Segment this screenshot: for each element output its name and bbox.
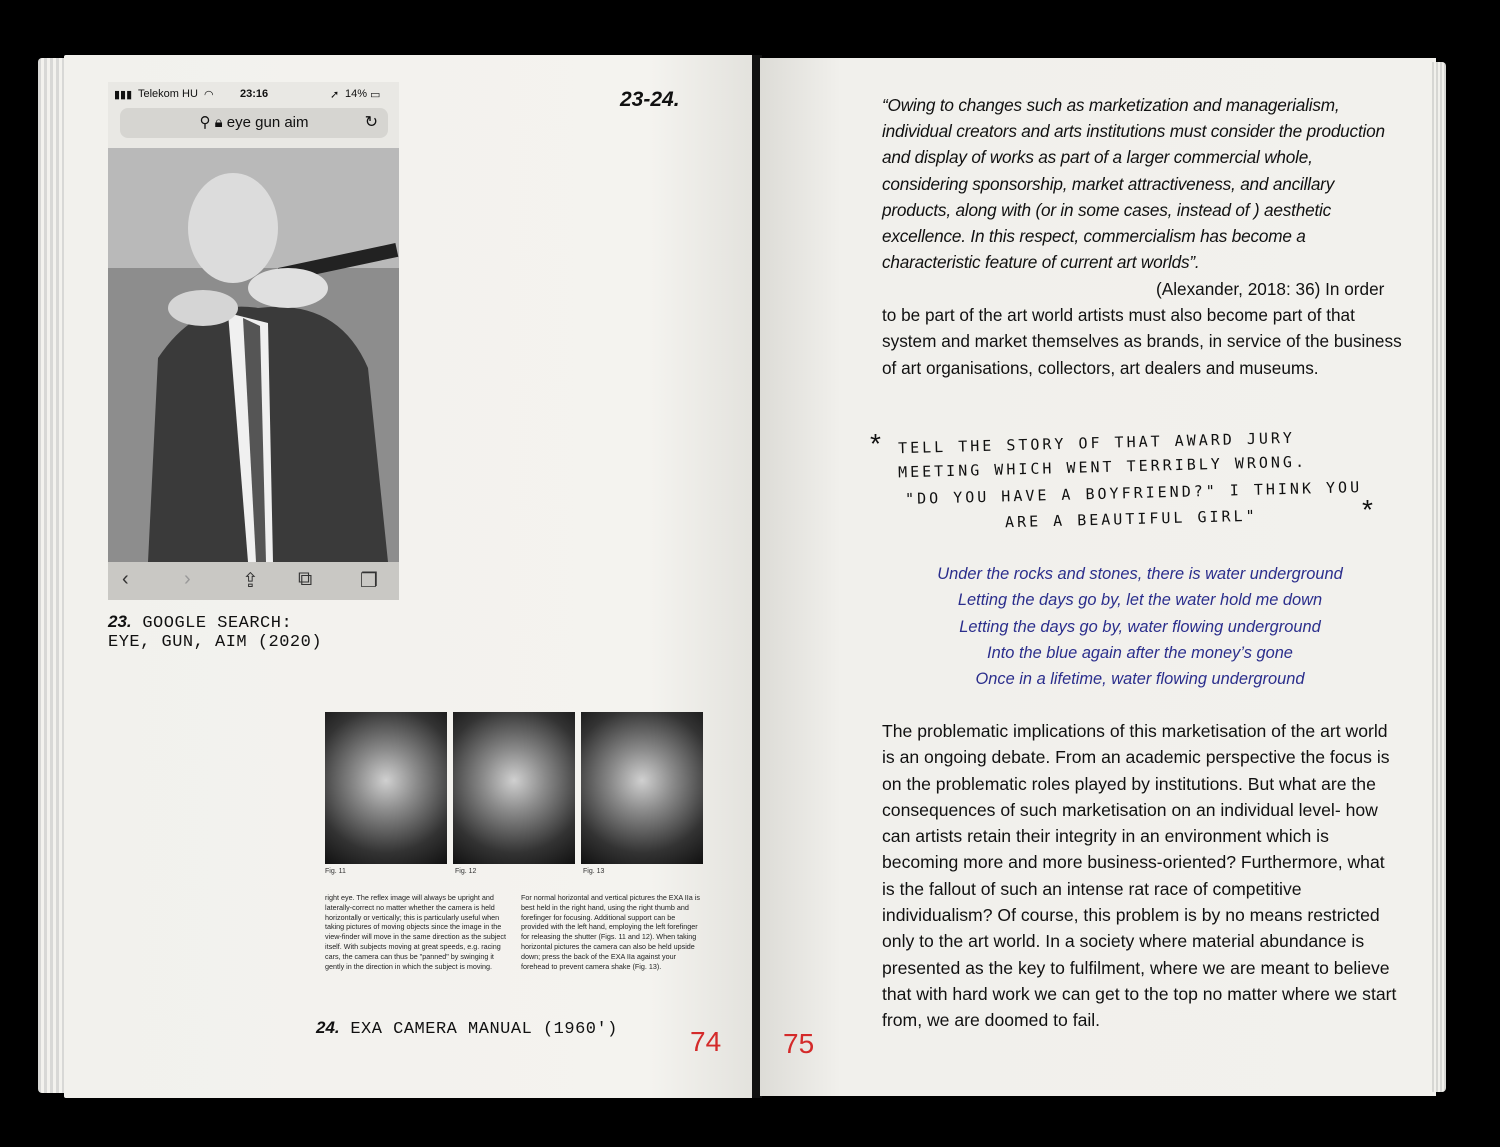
caption-23-number: 23. [108,612,132,631]
camera-photo-fig11 [325,712,447,864]
figure-range: 23-24. [620,88,680,111]
quote-block: “Owing to changes such as marketization and managerialism, individual creators and arts institutions must consider the production and display of works as part of a larger commercial whole, considering sponsorship, market attractiveness, and ancillary products, along with (or in some cases, instead of ) aesthetic excellence. In this respect, commercialism has become a characteristic feature of current art worlds”. [882,95,1385,273]
browser-toolbar [108,562,399,600]
lyrics-block [880,561,1400,692]
location-icon: ➚ [330,89,340,101]
fig-label-11: Fig. 11 [325,868,346,875]
right-page-edges [1432,62,1446,1092]
lyric-line: Letting the days go by, water flowing underground [959,617,1321,636]
status-bar [108,86,399,106]
fig-label-12: Fig. 12 [455,868,477,875]
manual-text-col2: For normal horizontal and vertical pictures the EXA IIa is best held in the right hand, using the right thumb and forefinger for focusing. Additional support can be provided with the left hand, employing the left forefinger for releasing the shutter (Figs. 11 and 12). When taking horizontal pictures the camera can also be held upside down; press the back of the EXA IIa against your forehead to prevent camera shake (Fig. 13). [521,893,700,971]
battery-icon: ▭ [370,89,381,101]
search-query: eye gun aim [226,114,309,131]
url-bar[interactable] [120,108,388,138]
phone-screenshot [108,82,399,600]
asterisk-left: * [870,428,881,459]
asterisk-right: * [1362,494,1373,525]
caption-23 [108,612,322,652]
signal-icon: ▮▮▮ [114,89,133,101]
page-number-left: 74 [690,1026,722,1057]
camera-photo-fig13 [581,712,703,864]
lyric-line: Once in a lifetime, water flowing underground [975,670,1305,689]
search-icon: ⚲ [199,114,211,131]
citation-paragraph: (Alexander, 2018: 36) In order to be part of the art world artists must also become part of that system and market themselves as brands, in service of the business of art organisations, collectors, art dealers and museums. [882,279,1402,378]
forward-icon[interactable]: › [184,568,191,590]
tabs-icon[interactable]: ❐ [360,570,378,592]
caption-24-number: 24. [316,1018,340,1037]
lyric-line: Into the blue again after the money’s gone [987,643,1293,662]
battery-percent: 14% [345,88,368,100]
handwritten-line-3: "DO YOU HAVE A BOYFRIEND?" I THINK YOU [904,478,1363,508]
caption-24-text: EXA CAMERA MANUAL (1960') [350,1020,618,1039]
camera-photo-fig12 [453,712,575,864]
caption-23-line2: EYE, GUN, AIM (2020) [108,633,323,652]
page-number-right: 75 [783,1028,815,1059]
lyric-line: Letting the days go by, let the water hold me down [957,591,1323,610]
handwritten-line-2: MEETING WHICH WENT TERRIBLY WRONG. [897,452,1308,482]
man-aiming-gun-photo [108,148,399,562]
lock-icon: 🔒︎ [214,114,223,131]
handwritten-line-4: ARE A BEAUTIFUL GIRL" [1004,506,1258,532]
caption-24 [316,1018,618,1039]
bookmarks-icon[interactable]: ⧉ [298,568,313,590]
share-icon[interactable]: ⇪ [242,570,259,592]
main-paragraph: The problematic implications of this marketisation of the art world is an ongoing debate. From an academic perspective the focus is on the problematic roles played by institutions. But what are the consequences of such marketisation on an individual level- how can artists retain their integrity in an environment which is becoming more and more business-oriented? Furthermore, what is the fallout of such an intense rat race of competitive individualism? Of course, this problem is by no means restricted only to the art world. In a society where material abundance is presented as the key to fulfilment, where we are meant to believe that with hard work we can get to the top no matter where we start from, we are doomed to fail. [882,721,1397,1031]
reload-icon[interactable]: ↻ [364,114,378,131]
caption-23-line1: GOOGLE SEARCH: [142,614,293,633]
fig-label-13: Fig. 13 [583,868,605,875]
lyric-line: Under the rocks and stones, there is water underground [937,565,1343,583]
carrier-label: Telekom HU [138,88,198,100]
manual-text-col1: right eye. The reflex image will always be upright and laterally-correct no matter whether the camera is held horizontally or vertically; this is particularly useful when taking pictures of moving objects since the image in the view-finder will move in the same direction as the subject itself. With subjects moving at great speeds, e.g. racing cars, the camera can thus be "panned" by swinging it gently in the direction in which the subject is moving. [325,893,506,971]
clock: 23:16 [240,88,269,100]
handwritten-line-1: TELL THE STORY OF THAT AWARD JURY [897,428,1296,458]
wifi-icon: ◠ [204,89,214,101]
back-icon[interactable]: ‹ [122,568,129,590]
